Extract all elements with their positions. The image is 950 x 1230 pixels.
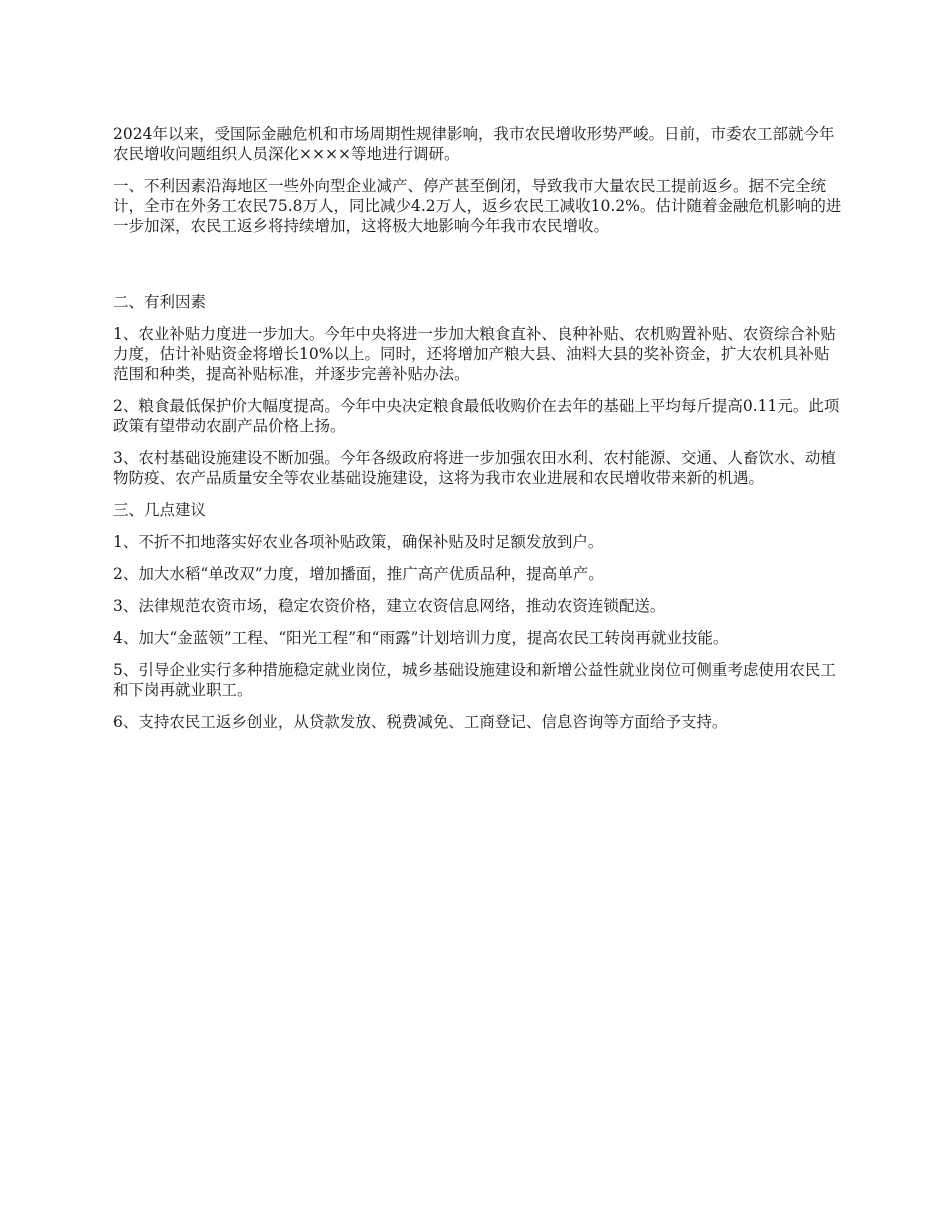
section3-item-3: 3、法律规范农资市场，稳定农资价格，建立农资信息网络，推动农资连锁配送。 (113, 597, 666, 615)
section3-item-2: 2、加大水稻“单改双”力度，增加播面，推广高产优质品种，提高单产。 (113, 565, 604, 583)
section1-paragraph: 一、不利因素沿海地区一些外向型企业减产、停产甚至倒闭，导致我市大量农民工提前返乡。据不完全统计，全市在外务工农民75.8万人，同比减少4.2万人，返乡农民工减收10.2%。估计随着金融危机影响的进一步加深，农民工返乡将持续增加，这将极大地影响今年我市农民增收。 (113, 177, 842, 235)
section3-item-4: 4、加大“金蓝领”工程、“阳光工程”和“雨露”计划培训力度，提高农民工转岗再就业技能。 (113, 629, 729, 647)
section2-item-2: 2、粮食最低保护价大幅度提高。今年中央决定粮食最低收购价在去年的基础上平均每斤提高0.11元。此项政策有望带动农副产品价格上扬。 (113, 397, 840, 435)
blank-gap (113, 248, 843, 292)
intro-paragraph: 2024年以来，受国际金融危机和市场周期性规律影响，我市农民增收形势严峻。日前，市委农工部就今年农民增收问题组织人员深化××××等地进行调研。 (113, 125, 835, 163)
section3-item-1: 1、不折不扣地落实好农业各项补贴政策，确保补贴及时足额发放到户。 (113, 533, 604, 551)
section3-item-5: 5、引导企业实行多种措施稳定就业岗位，城乡基础设施建设和新增公益性就业岗位可侧重考虑使用农民工和下岗再就业职工。 (113, 661, 836, 699)
section3-item-6: 6、支持农民工返乡创业，从贷款发放、税费减免、工商登记、信息咨询等方面给予支持。 (113, 713, 728, 731)
section2-item-1: 1、农业补贴力度进一步加大。今年中央将进一步加大粮食直补、良种补贴、农机购置补贴、农资综合补贴力度，估计补贴资金将增长10%以上。同时，还将增加产粮大县、油料大县的奖补资金，扩大农机具补贴范围和种类，提高补贴标准，并逐步完善补贴办法。 (113, 325, 836, 383)
section2-item-3: 3、农村基础设施建设不断加强。今年各级政府将进一步加强农田水利、农村能源、交通、人畜饮水、动植物防疫、农产品质量安全等农业基础设施建设，这将为我市农业进展和农民增收带来新的机遇。 (113, 449, 836, 487)
document-page (113, 124, 843, 744)
section2-heading: 二、有利因素 (113, 293, 207, 311)
section3-heading: 三、几点建议 (113, 501, 207, 519)
